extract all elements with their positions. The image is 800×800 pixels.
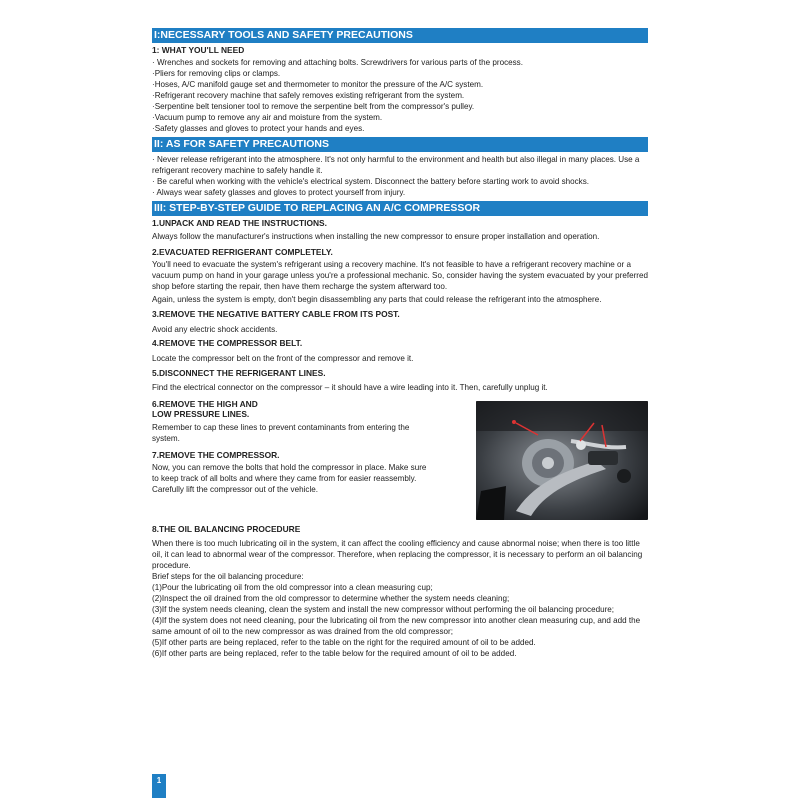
list-item: (1)Pour the lubricating oil from the old compressor into a clean measuring cup; — [152, 583, 433, 592]
step-6-heading — [152, 399, 442, 419]
tools-list — [152, 57, 648, 134]
section-3-title: III: STEP-BY-STEP GUIDE TO REPLACING AN A/C COMPRESSOR — [152, 201, 648, 216]
list-item: · Never release refrigerant into the atmosphere. It's not only harmful to the environment and health but also illegal in many places. Use a refrigerant recovery machine to safely handle it. — [152, 155, 640, 175]
step-3-heading: 3.REMOVE THE NEGATIVE BATTERY CABLE FROM ITS POST. — [152, 309, 400, 319]
step-8-brief: Brief steps for the oil balancing procedure: — [152, 572, 304, 581]
document-page — [152, 28, 648, 659]
compressor-photo — [476, 401, 648, 520]
list-item: ·Serpentine belt tensioner tool to remove the serpentine belt from the compressor's pulley. — [152, 102, 475, 111]
list-item: ·Hoses, A/C manifold gauge set and thermometer to monitor the pressure of the A/C system. — [152, 80, 484, 89]
step-6-text: Remember to cap these lines to prevent contaminants from entering the system. — [152, 423, 410, 443]
steps-6-7-column — [152, 397, 442, 520]
step-8-text: When there is too much lubricating oil in the system, it can affect the cooling efficiency and cause abnormal noise; when there is too little oil, it can lead to abnormal wear of the compressor. Therefore, when replacing the compressor, it is necessary to perform an oil balancing procedure. — [152, 539, 643, 570]
step-8-heading: 8.THE OIL BALANCING PROCEDURE — [152, 524, 301, 534]
list-item: (4)If the system does not need cleaning, pour the lubricating oil from the new compressor into another clean measuring cup, and add the same amount of oil to the new compressor as was drained from the old compressor; — [152, 616, 641, 636]
list-item: ·Pliers for removing clips or clamps. — [152, 69, 281, 78]
section-2-title: II: AS FOR SAFETY PRECAUTIONS — [152, 137, 648, 152]
step-7-text: Now, you can remove the bolts that hold the compressor in place. Make sure to keep track of all bolts and where they came from for easier reassembly. Carefully lift the compressor out of the vehicle. — [152, 463, 427, 494]
step-1-text: Always follow the manufacturer's instructions when installing the new compressor to ensure proper installation and operation. — [152, 232, 600, 241]
step-6-heading-line-2: LOW PRESSURE LINES. — [152, 409, 250, 419]
step-5-text: Find the electrical connector on the compressor – it should have a wire leading into it. Then, carefully unplug it. — [152, 383, 548, 392]
step-3-text: Avoid any electric shock accidents. — [152, 325, 278, 334]
list-item: · Wrenches and sockets for removing and attaching bolts. Screwdrivers for various parts of the process. — [152, 58, 523, 67]
list-item: ·Vacuum pump to remove any air and moisture from the system. — [152, 113, 383, 122]
step-2-text-2: Again, unless the system is empty, don't begin disassembling any parts that could release the refrigerant into the atmosphere. — [152, 295, 602, 304]
list-item: ·Safety glasses and gloves to protect your hands and eyes. — [152, 124, 365, 133]
steps-with-photo — [152, 397, 648, 520]
step-4-text: Locate the compressor belt on the front of the compressor and remove it. — [152, 354, 414, 363]
section-1-subheading: 1: WHAT YOU'LL NEED — [152, 45, 245, 55]
list-item: (6)If other parts are being replaced, refer to the table below for the required amount of oil to be added. — [152, 649, 517, 658]
step-1-heading: 1.UNPACK AND READ THE INSTRUCTIONS. — [152, 218, 327, 228]
oil-balancing-steps — [152, 582, 648, 659]
list-item: · Always wear safety glasses and gloves to protect yourself from injury. — [152, 188, 406, 197]
step-5-heading: 5.DISCONNECT THE REFRIGERANT LINES. — [152, 368, 326, 378]
list-item: ·Refrigerant recovery machine that safely removes existing refrigerant from the system. — [152, 91, 465, 100]
list-item: (2)Inspect the oil drained from the old compressor to determine whether the system needs cleaning; — [152, 594, 510, 603]
step-6-heading-line-1: 6.REMOVE THE HIGH AND — [152, 399, 258, 409]
step-7-heading: 7.REMOVE THE COMPRESSOR. — [152, 450, 280, 460]
page-number: 1 — [152, 774, 166, 798]
list-item: (5)If other parts are being replaced, refer to the table on the right for the required amount of oil to be added. — [152, 638, 536, 647]
list-item: (3)If the system needs cleaning, clean the system and install the new compressor without performing the oil balancing procedure; — [152, 605, 615, 614]
list-item: · Be careful when working with the vehicle's electrical system. Disconnect the battery before starting work to avoid shocks. — [152, 177, 590, 186]
step-2-heading: 2.EVACUATED REFRIGERANT COMPLETELY. — [152, 247, 333, 257]
step-2-text: You'll need to evacuate the system's refrigerant using a recovery machine. It's not feasible to have a refrigerant recovery machine or a vacuum pump on hand in your garage unless you're a professional mechanic. So, consider having the system evacuated by your preferred shop before starting the repair, then have them recharge the system afterward too. — [152, 260, 648, 291]
step-4-heading: 4.REMOVE THE COMPRESSOR BELT. — [152, 338, 303, 348]
safety-list — [152, 154, 648, 198]
section-1-title: I:NECESSARY TOOLS AND SAFETY PRECAUTIONS — [152, 28, 648, 43]
